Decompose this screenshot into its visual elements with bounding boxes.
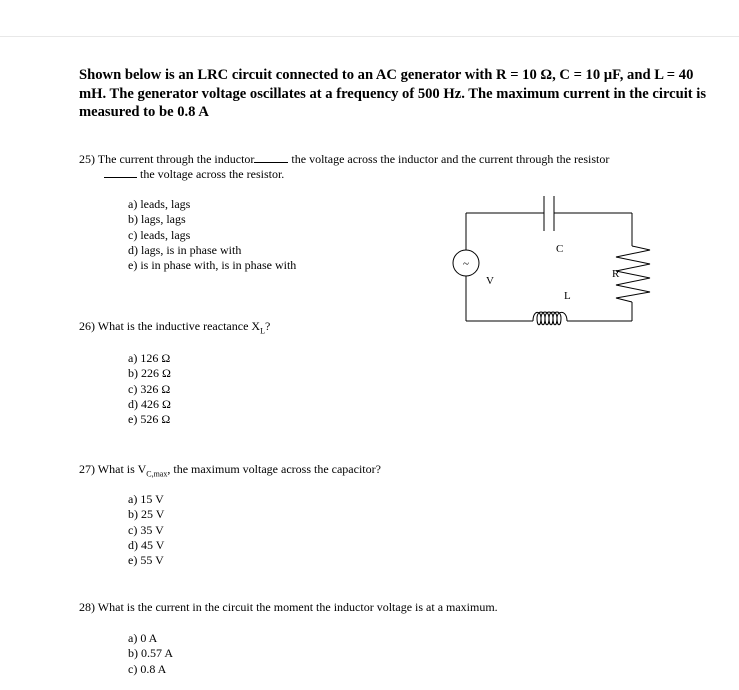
question-28 (79, 600, 498, 615)
question-25 (79, 151, 609, 167)
option: c) 35 V (128, 522, 164, 537)
label-voltage: V (486, 275, 494, 287)
option: d) 426 Ω (128, 396, 171, 411)
resistor-zigzag (616, 246, 650, 302)
question-27-options (128, 492, 164, 568)
inductor-coil (533, 312, 567, 325)
question-25-options (128, 197, 296, 273)
page-top-border (0, 36, 739, 37)
question-number: 28) (79, 600, 95, 614)
option: d) 45 V (128, 537, 165, 552)
question-26 (79, 319, 270, 338)
question-26-options (128, 351, 171, 427)
option: c) 0.8 A (128, 661, 167, 676)
question-text: What is $V_{C,max}$, the maximum voltage across the capacitor? (97, 462, 381, 479)
question-27 (79, 462, 381, 481)
problem-intro: Shown below is an LRC circuit connected to an AC generator with R = 10 Ω, C = 10 µF, and L = 40 mH. The generator voltage oscillates at a frequency of 500 Hz. The maximum current in the circuit is measured to be 0.8 A (79, 67, 707, 120)
option: a) 0 A (128, 631, 158, 645)
answer-blank (104, 166, 137, 178)
question-text-part2: the voltage across the inductor and the current through the resistor (291, 152, 610, 166)
question-text: What is the current in the circuit the moment the inductor voltage is at a maximum. (97, 600, 498, 614)
answer-blank (254, 151, 288, 163)
option: a) 126 Ω (128, 351, 171, 365)
question-text: What is the inductive reactance $X_L$? (97, 319, 271, 336)
question-28-options (128, 631, 173, 677)
label-capacitor: C (556, 243, 564, 255)
option: a) leads, lags (128, 197, 191, 211)
lrc-circuit-diagram (440, 186, 670, 336)
question-number: 26) (79, 319, 95, 333)
option: b) 0.57 A (128, 646, 173, 661)
option: e) is in phase with, is in phase with (128, 258, 297, 273)
question-number: 27) (79, 462, 95, 476)
question-25-line2 (104, 166, 284, 182)
label-resistor: R (612, 268, 620, 280)
option: c) 326 Ω (128, 381, 171, 396)
option: b) 25 V (128, 507, 165, 522)
option: d) lags, is in phase with (128, 242, 242, 257)
label-inductor: L (564, 290, 571, 302)
option: c) leads, lags (128, 227, 191, 242)
question-text-part3: the voltage across the resistor. (140, 167, 285, 181)
option: e) 526 Ω (128, 412, 171, 427)
option: e) 55 V (128, 553, 164, 568)
ac-source-symbol: ~ (463, 258, 469, 270)
option: b) 226 Ω (128, 366, 171, 381)
question-text-part1: The current through the inductor (97, 152, 255, 166)
option: b) lags, lags (128, 212, 186, 227)
option: a) 15 V (128, 492, 164, 506)
question-number: 25) (79, 152, 95, 166)
